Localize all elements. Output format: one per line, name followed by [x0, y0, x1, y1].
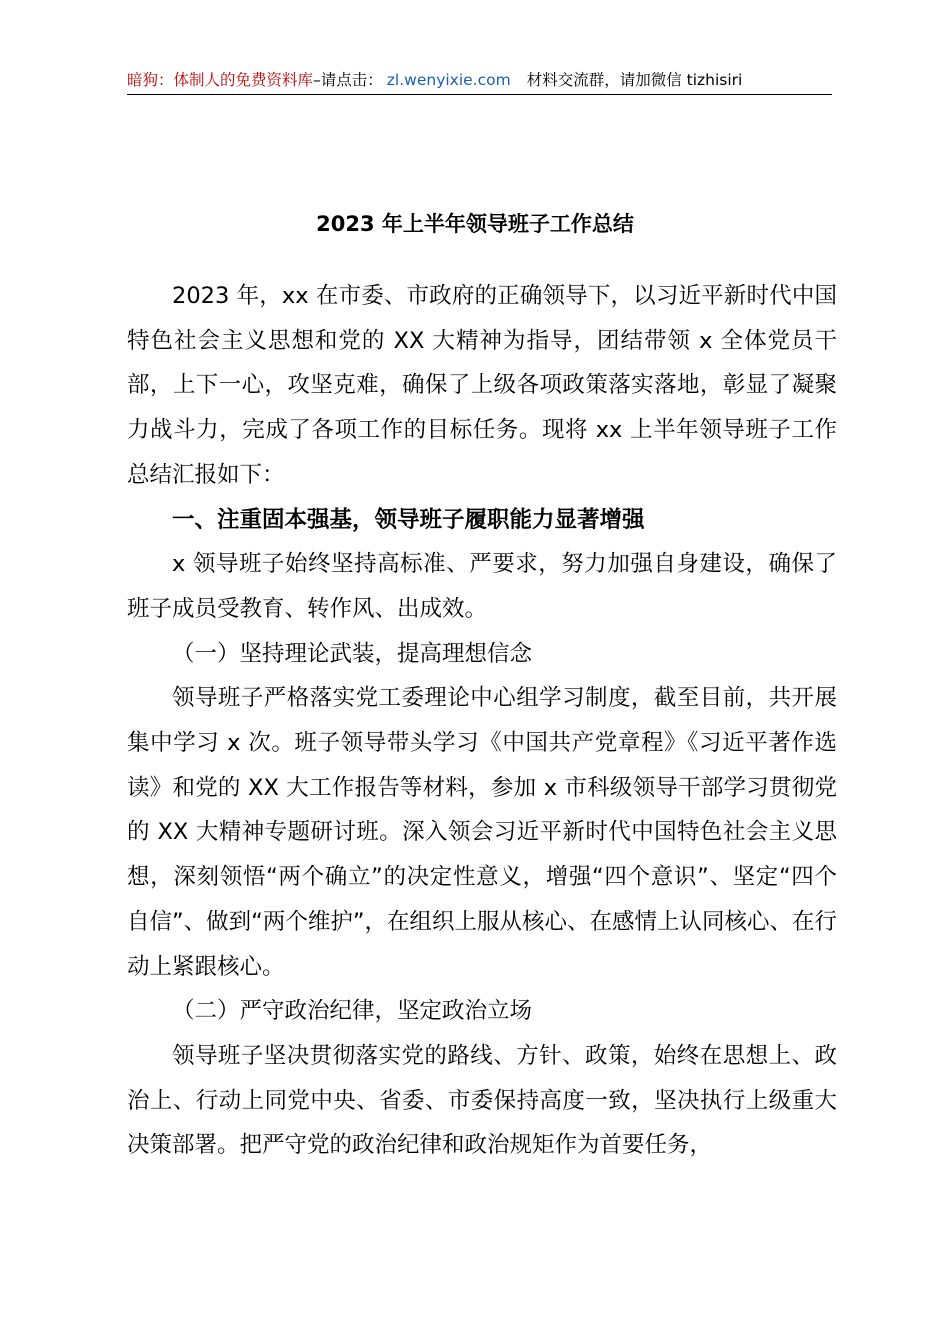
subsection-1-paragraph: 领导班子严格落实党工委理论中心组学习制度，截至目前，共开展集中学习 x 次。班子领导带头学习《中国共产党章程》《习近平著作选读》和党的 XX 大工作报告等材料，参加 x 市科级领导干部学习贯彻党的 XX 大精神专题研讨班。深入领会习近平新时代中国特色社会主义思想，深刻领悟“两个确立”的决定性意义，增强“四个意识”、坚定“四个自信”、做到“两个维护”，在组织上服从核心、在感情上认同核心、在行动上紧跟核心。 [127, 685, 837, 980]
header-group-info: 材料交流群，请加微信 tizhisiri [526, 71, 743, 89]
page-header [127, 66, 832, 95]
section-heading-1: 一、注重固本强基，领导班子履职能力显著增强 [172, 506, 645, 533]
subsection-heading-1: （一）坚持理论武装，提高理想信念 [172, 640, 533, 667]
header-prompt: –请点击： [313, 71, 383, 89]
section-1-paragraph: x 领导班子始终坚持高标准、严要求，努力加强自身建设，确保了班子成员受教育、转作风、出成效。 [127, 551, 837, 622]
document-body [127, 274, 837, 1168]
subsection-2-paragraph: 领导班子坚决贯彻落实党的路线、方针、政策，始终在思想上、政治上、行动上同党中央、省委、市委保持高度一致，坚决执行上级重大决策部署。把严守党的政治纪律和政治规矩作为首要任务， [127, 1042, 837, 1159]
header-url-link[interactable]: zl.wenyixie.com [386, 71, 511, 89]
document-title: 2023 年上半年领导班子工作总结 [316, 212, 634, 236]
header-brand: 暗狗：体制人的免费资料库 [127, 71, 314, 89]
intro-paragraph: 2023 年，xx 在市委、市政府的正确领导下，以习近平新时代中国特色社会主义思想和党的 XX 大精神为指导，团结带领 x 全体党员干部，上下一心，攻坚克难，确保了上级各项政策落实落地，彰显了凝聚力战斗力，完成了各项工作的目标任务。现将 xx 上半年领导班子工作总结汇报如下： [127, 283, 837, 488]
subsection-heading-2: （二）严守政治纪律，坚定政治立场 [172, 998, 533, 1025]
